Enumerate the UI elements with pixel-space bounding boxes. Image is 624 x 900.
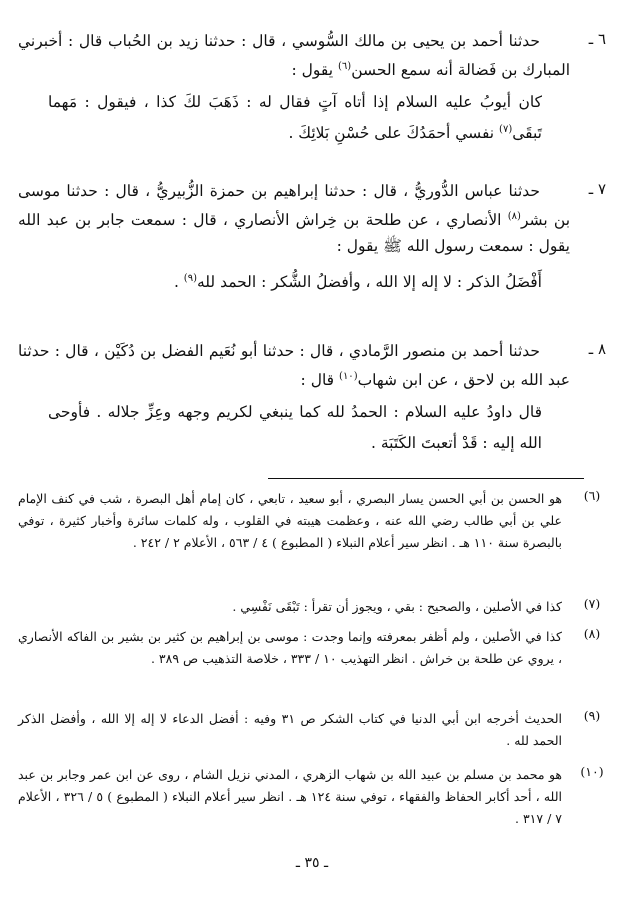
hadith-matn: [48, 265, 570, 296]
hadith-number: ٧ ـ: [588, 180, 606, 198]
footnote: [18, 764, 610, 830]
footnote-number: (٨): [583, 626, 601, 641]
isnad-text-end: يقول :: [291, 61, 339, 80]
footnote: [18, 626, 610, 670]
footnote-ref: (٩): [183, 273, 197, 285]
footnote: [18, 708, 610, 752]
isnad-text-end: قال :: [300, 371, 340, 390]
footnote-ref: (٨): [507, 211, 521, 222]
hadith-matn: [48, 399, 570, 457]
footnote-number: (٩): [583, 708, 601, 723]
footnote-number: (٧): [583, 596, 601, 611]
hadith-isnad: [18, 28, 570, 83]
matn-text-end: .: [173, 273, 184, 292]
footnote-divider: [268, 478, 584, 479]
hadith-block: [18, 178, 610, 296]
footnote-number: (١٠): [580, 764, 604, 779]
hadith-number: ٦ ـ: [588, 30, 606, 48]
footnote-text: هو محمد بن مسلم بن عبيد الله بن شهاب الزهري ، المدني نزيل الشام ، روى عن ابن عمر وجابر بن عبد الله ، أحد أكابر الحفاظ والفقهاء ، توفي سنة ١٢٤ هـ . انظر سير أعلام النبلاء ( المطبوع ) ٥ / ٣٢٦ ، الأعلام ٧ / ٣١٧ .: [18, 767, 562, 826]
matn-text: كان أيوبُ عليه السلام إذا أتاه آتٍ فقال له : ذَهَبَ لكَ كذا ، فيقول : مَهما تَبقَى: [48, 93, 542, 143]
isnad-text: حدثنا أحمد بن منصور الرَّمادي ، قال : حدثنا أبو نُعَيم الفضل بن دُكَيْن ، قال : حدثنا عبد الله بن لاحق ، عن ابن شهاب: [18, 342, 570, 390]
footnote-ref: (٧): [499, 124, 513, 136]
hadith-block: [18, 338, 610, 457]
footnote-ref: (١٠): [339, 371, 358, 382]
isnad-text-end: الأنصاري ، عن طلحة بن خِراش الأنصاري ، قال : سمعت جابر بن عبد الله يقول : سمعت رسول الله ﷺ يقول :: [18, 211, 570, 256]
isnad-text: حدثنا عباس الدُّوريُّ ، قال : حدثنا إبراهيم بن حمزة الزُّبيريُّ ، قال : حدثنا موسى بن بشر: [18, 182, 571, 230]
page-number: ـ ٣٥ ـ: [295, 855, 329, 871]
isnad-text: حدثنا أحمد بن يحيى بن مالك السُّوسي ، قال : حدثنا زيد بن الحُباب قال : أخبرني المبارك بن فَضالة أنه سمع الحسن: [18, 32, 570, 80]
footnote-number: (٦): [583, 488, 601, 503]
footnote-ref: (٦): [338, 61, 352, 72]
matn-text: أَفْضَلُ الذكر : لا إله إلا الله ، وأفضلُ الشُّكر : الحمد لله: [196, 273, 542, 292]
footnote: [18, 596, 610, 618]
footnote: [18, 488, 610, 554]
matn-text: قال داودُ عليه السلام : الحمدُ لله كما ينبغي لكريم وجهه وعِزِّ جلاله . فأوحى الله إليه : قَدْ أتعبتَ الكَتَبَة .: [48, 403, 542, 453]
matn-text-end: نفسي أحمَدُكَ على حُسْنِ بَلائِكَ .: [288, 124, 500, 143]
footnote-text: كذا في الأصلين ، ولم أظفر بمعرفته وإنما وجدت : موسى بن إبراهيم بن كثير بن بشير بن الفاكه الأنصاري ، يروي عن طلحة بن خراش . انظر التهذيب ١٠ / ٣٣٣ ، خلاصة التذهيب ص ٣٨٩ .: [18, 629, 562, 666]
footnote-text: هو الحسن بن أبي الحسن يسار البصري ، أبو سعيد ، تابعي ، كان إمام أهل البصرة ، شب في كنف الإمام علي بن أبي طالب رضي الله عنه ، وعظمت هيبته في القلوب ، وله كلمات سائرة وأخبار كثيرة ، توفي بالبصرة سنة ١١٠ هـ . انظر سير أعلام النبلاء ( المطبوع ) ٤ / ٥٦٣ ، الأعلام ٢ / ٢٤٢ .: [18, 491, 562, 550]
footnote-text: الحديث أخرجه ابن أبي الدنيا في كتاب الشكر ص ٣١ وفيه : أفضل الدعاء لا إله إلا الله ، وأفضل الذكر الحمد لله .: [18, 711, 563, 748]
hadith-isnad: [18, 178, 570, 259]
footnote-text: كذا في الأصلين ، والصحيح : بقي ، ويجوز أن تقرأ : تَبْقَى نَفْسِي .: [232, 599, 562, 614]
hadith-isnad: [18, 338, 570, 393]
hadith-number: ٨ ـ: [588, 340, 606, 358]
hadith-matn: [48, 89, 570, 147]
hadith-block: [18, 28, 610, 147]
